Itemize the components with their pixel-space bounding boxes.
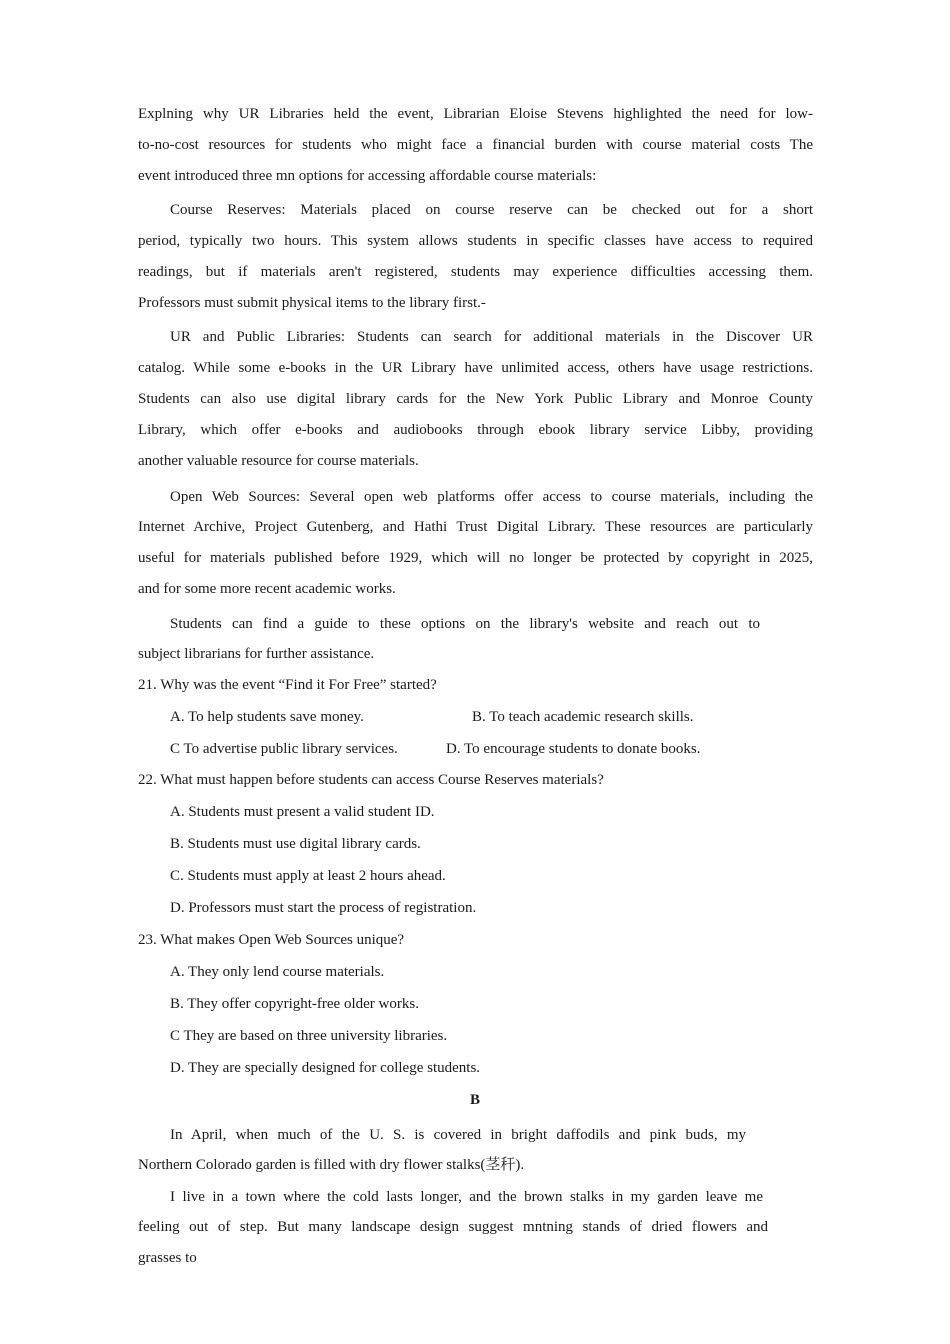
passage-a-p3-line-4: Library, which offer e-books and audiobooks through ebook library service Libby, providing [138,422,813,438]
question-21-option-c: C To advertise public library services. [170,741,398,757]
section-b-p1-line-1: In April, when much of the U. S. is covered in bright daffodils and pink buds, my [170,1127,746,1143]
question-23-option-c: C They are based on three university libraries. [170,1028,448,1044]
question-21-option-a: A. To help students save money. [170,709,364,725]
section-b-heading: B [469,1092,480,1108]
passage-a-p2-line-1: Course Reserves: Materials placed on course reserve can be checked out for a short [170,202,813,218]
question-21-option-b: B. To teach academic research skills. [472,709,694,725]
question-22-option-b: B. Students must use digital library cards. [170,836,421,852]
question-21-stem: 21. Why was the event “Find it For Free” started? [138,677,437,693]
passage-a-p5-line-2: subject librarians for further assistance. [138,646,375,662]
passage-a-p3-line-3: Students can also use digital library cards for the New York Public Library and Monroe County [138,391,813,407]
section-b-p2-line-1: I live in a town where the cold lasts longer, and the brown stalks in my garden leave me [170,1189,763,1205]
question-23-stem: 23. What makes Open Web Sources unique? [138,932,405,948]
section-b-p1-line-2: Northern Colorado garden is filled with dry flower stalks(茎秆). [138,1157,525,1173]
question-22-option-a: A. Students must present a valid student ID. [170,804,435,820]
passage-a-p3-line-2: catalog. While some e-books in the UR Library have unlimited access, others have usage restrictions. [138,360,813,376]
question-23-option-d: D. They are specially designed for college students. [170,1060,481,1076]
question-21-option-d: D. To encourage students to donate books. [446,741,701,757]
passage-a-p4-line-2: Internet Archive, Project Gutenberg, and Hathi Trust Digital Library. These resources are particularly [138,519,813,535]
passage-a-p2-line-3: readings, but if materials aren't registered, students may experience difficulties accessing them. [138,264,813,280]
passage-a-p3-line-5: another valuable resource for course materials. [138,453,419,469]
question-22-option-d: D. Professors must start the process of registration. [170,900,477,916]
passage-a-p2-line-2: period, typically two hours. This system allows students in specific classes have access to required [138,233,813,249]
section-b-p2-line-2: feeling out of step. But many landscape design suggest mntning stands of dried flowers and [138,1219,768,1235]
question-23-option-b: B. They offer copyright-free older works. [170,996,419,1012]
question-22-option-c: C. Students must apply at least 2 hours ahead. [170,868,446,884]
passage-a-p1-line-3: event introduced three mn options for accessing affordable course materials: [138,168,597,184]
passage-a-p5-line-1: Students can find a guide to these options on the library's website and reach out to [170,616,760,632]
question-22-stem: 22. What must happen before students can access Course Reserves materials? [138,772,604,788]
passage-a-p4-line-3: useful for materials published before 1929, which will no longer be protected by copyright in 2025, [138,550,813,566]
passage-a-p2-line-4: Professors must submit physical items to the library first.- [138,295,486,311]
passage-a-p1-line-2: to-no-cost resources for students who might face a financial burden with course material costs The [138,137,813,153]
section-b-p2-line-3: grasses to [138,1250,197,1266]
passage-a-p1-line-1: Explning why UR Libraries held the event, Librarian Eloise Stevens highlighted the need for low- [138,106,813,122]
passage-a-p4-line-1: Open Web Sources: Several open web platforms offer access to course materials, including the [170,489,813,505]
passage-a-p4-line-4: and for some more recent academic works. [138,581,396,597]
question-23-option-a: A. They only lend course materials. [170,964,385,980]
passage-a-p3-line-1: UR and Public Libraries: Students can search for additional materials in the Discover UR [170,329,813,345]
